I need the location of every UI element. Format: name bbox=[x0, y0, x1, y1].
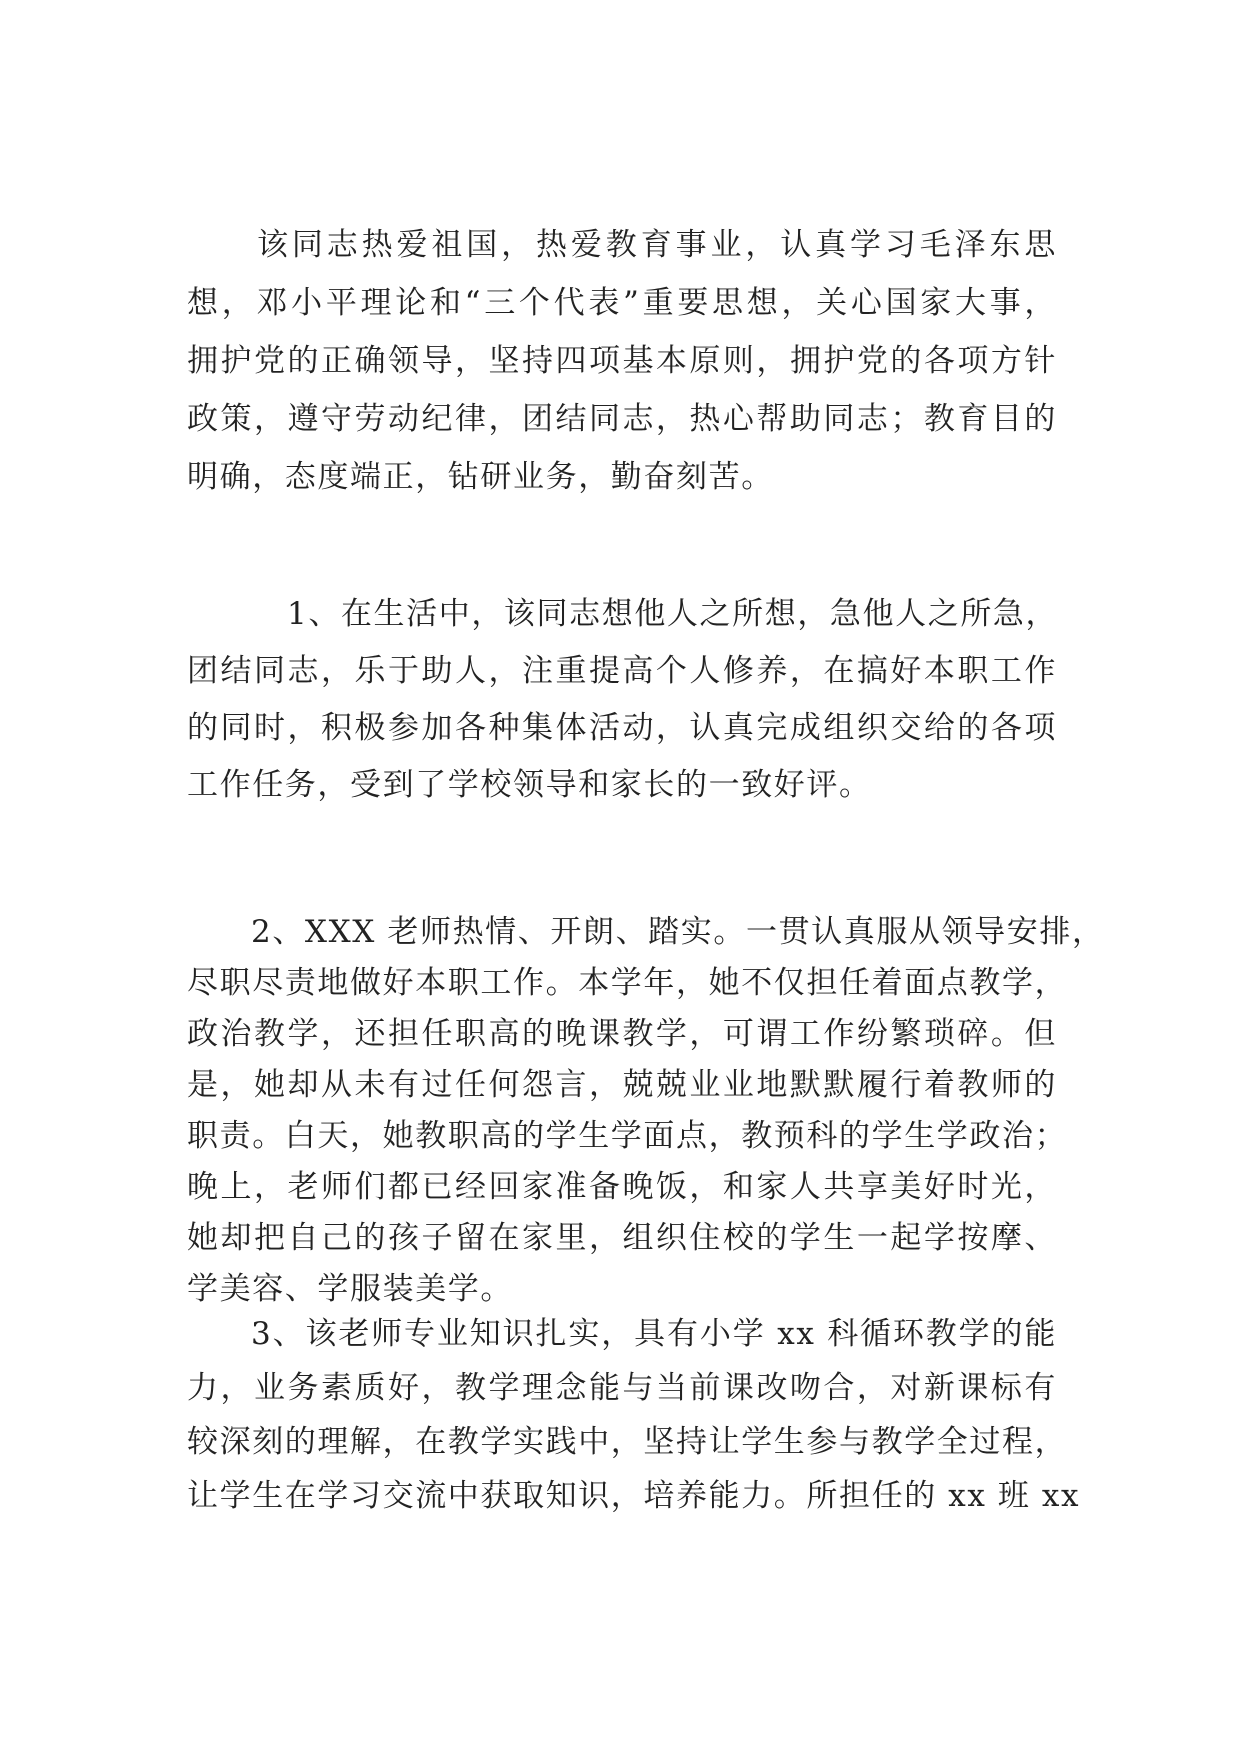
text-line: 工作任务，受到了学校领导和家长的一致好评。 bbox=[187, 767, 872, 803]
text-line: 3、该老师专业知识扎实，具有小学 xx 科循环教学的能 bbox=[251, 1316, 1057, 1352]
text-line: 让学生在学习交流中获取知识，培养能力。所担任的 xx 班 xx bbox=[187, 1478, 1081, 1514]
paragraph-item-3 bbox=[187, 1307, 1081, 1523]
paragraph-political-quality bbox=[187, 216, 1057, 506]
text-line: 政策，遵守劳动纪律，团结同志，热心帮助同志；教育目的 bbox=[187, 401, 1057, 437]
text-line: 是，她却从未有过任何怨言，兢兢业业地默默履行着教师的 bbox=[187, 1067, 1057, 1103]
text-line: 想，邓小平理论和“三个代表”重要思想，关心国家大事， bbox=[187, 285, 1057, 321]
text-line: 的同时，积极参加各种集体活动，认真完成组织交给的各项 bbox=[187, 710, 1057, 746]
text-line: 政治教学，还担任职高的晚课教学，可谓工作纷繁琐碎。但 bbox=[187, 1016, 1057, 1052]
paragraph-item-2 bbox=[187, 907, 1105, 1315]
text-line: 拥护党的正确领导，坚持四项基本原则，拥护党的各项方针 bbox=[187, 343, 1057, 379]
text-line: 团结同志，乐于助人，注重提高个人修养，在搞好本职工作 bbox=[187, 653, 1057, 689]
text-line: 职责。白天，她教职高的学生学面点，教预科的学生学政治； bbox=[187, 1118, 1068, 1154]
text-line: 较深刻的理解，在教学实践中，坚持让学生参与教学全过程， bbox=[187, 1424, 1068, 1460]
text-line: 明确，态度端正，钻研业务，勤奋刻苦。 bbox=[187, 459, 774, 495]
text-line: 她却把自己的孩子留在家里，组织住校的学生一起学按摩、 bbox=[187, 1220, 1057, 1256]
paragraph-item-1 bbox=[187, 586, 1057, 814]
text-line: 力，业务素质好，教学理念能与当前课改吻合，对新课标有 bbox=[187, 1370, 1057, 1406]
text-line: 尽职尽责地做好本职工作。本学年，她不仅担任着面点教学， bbox=[187, 965, 1068, 1001]
text-line: 1、在生活中，该同志想他人之所想，急他人之所急， bbox=[287, 596, 1059, 632]
text-line: 2、XXX 老师热情、开朗、踏实。一贯认真服从领导安排， bbox=[251, 914, 1105, 950]
text-line: 学美容、学服装美学。 bbox=[187, 1271, 513, 1307]
text-line: 该同志热爱祖国，热爱教育事业，认真学习毛泽东思 bbox=[257, 227, 1057, 263]
text-line: 晚上，老师们都已经回家准备晚饭，和家人共享美好时光， bbox=[187, 1169, 1057, 1205]
